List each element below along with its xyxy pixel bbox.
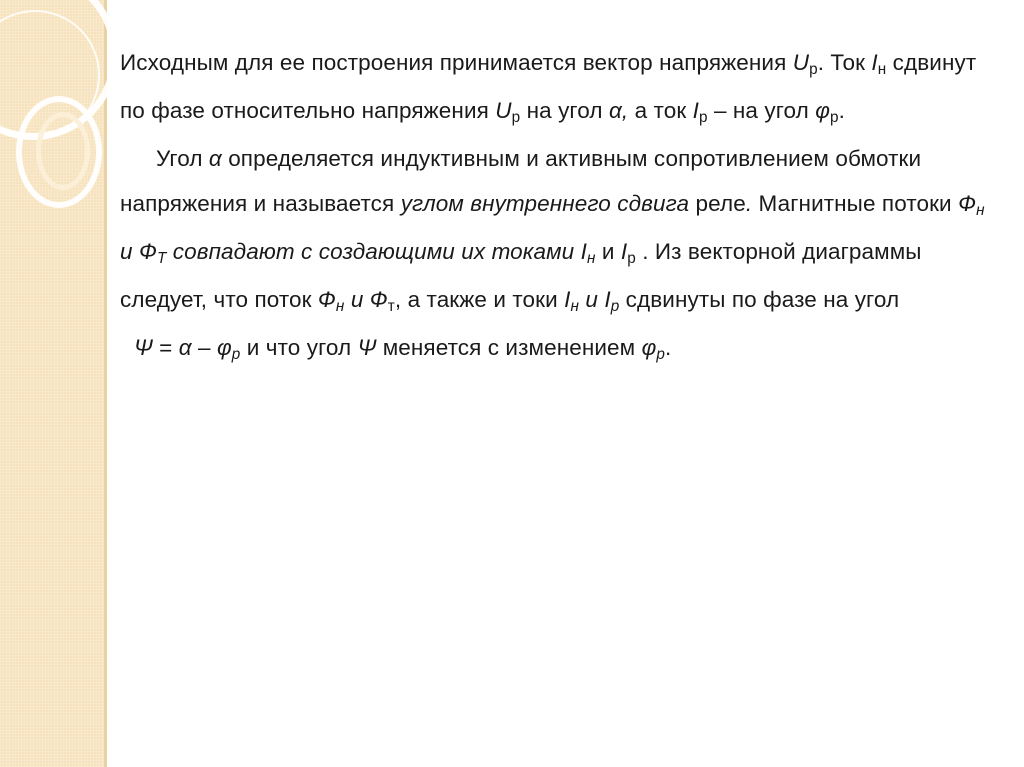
paragraph-1 xyxy=(112,40,1000,136)
side-band-edge xyxy=(104,0,107,767)
paragraph-3 xyxy=(112,325,1000,373)
decorative-ring-small-icon xyxy=(36,112,90,190)
paragraph-1-text: Исходным для ее построения принимается вектор напряжения $U_р$. Ток $I_н$ сдвинут по фазе относительно напряжения $U_р$ на угол α, а ток $I_р$ – на угол $\varphi_р$. xyxy=(120,50,977,127)
paragraph-2 xyxy=(112,136,1000,325)
paragraph-2-text: Угол α определяется индуктивным и активным сопротивлением обмотки напряжения и называется углом внутреннего сдвига реле. Магнитные потоки $Ф_н$ и $Ф_Т$ совпадают с создающими их токами $I_н$ и $I_р$ . Из векторной диаграммы следует, что поток $Ф_н$ и $Ф_т$, а также и токи $I_н$ и $I_р$ сдвинуты по фазе на угол xyxy=(120,146,985,316)
slide-body xyxy=(112,40,1000,373)
paragraph-3-text: $\Psi = \alpha - \varphi_р$ и что угол Ψ меняется с изменением $\varphi_р$. xyxy=(134,335,672,364)
